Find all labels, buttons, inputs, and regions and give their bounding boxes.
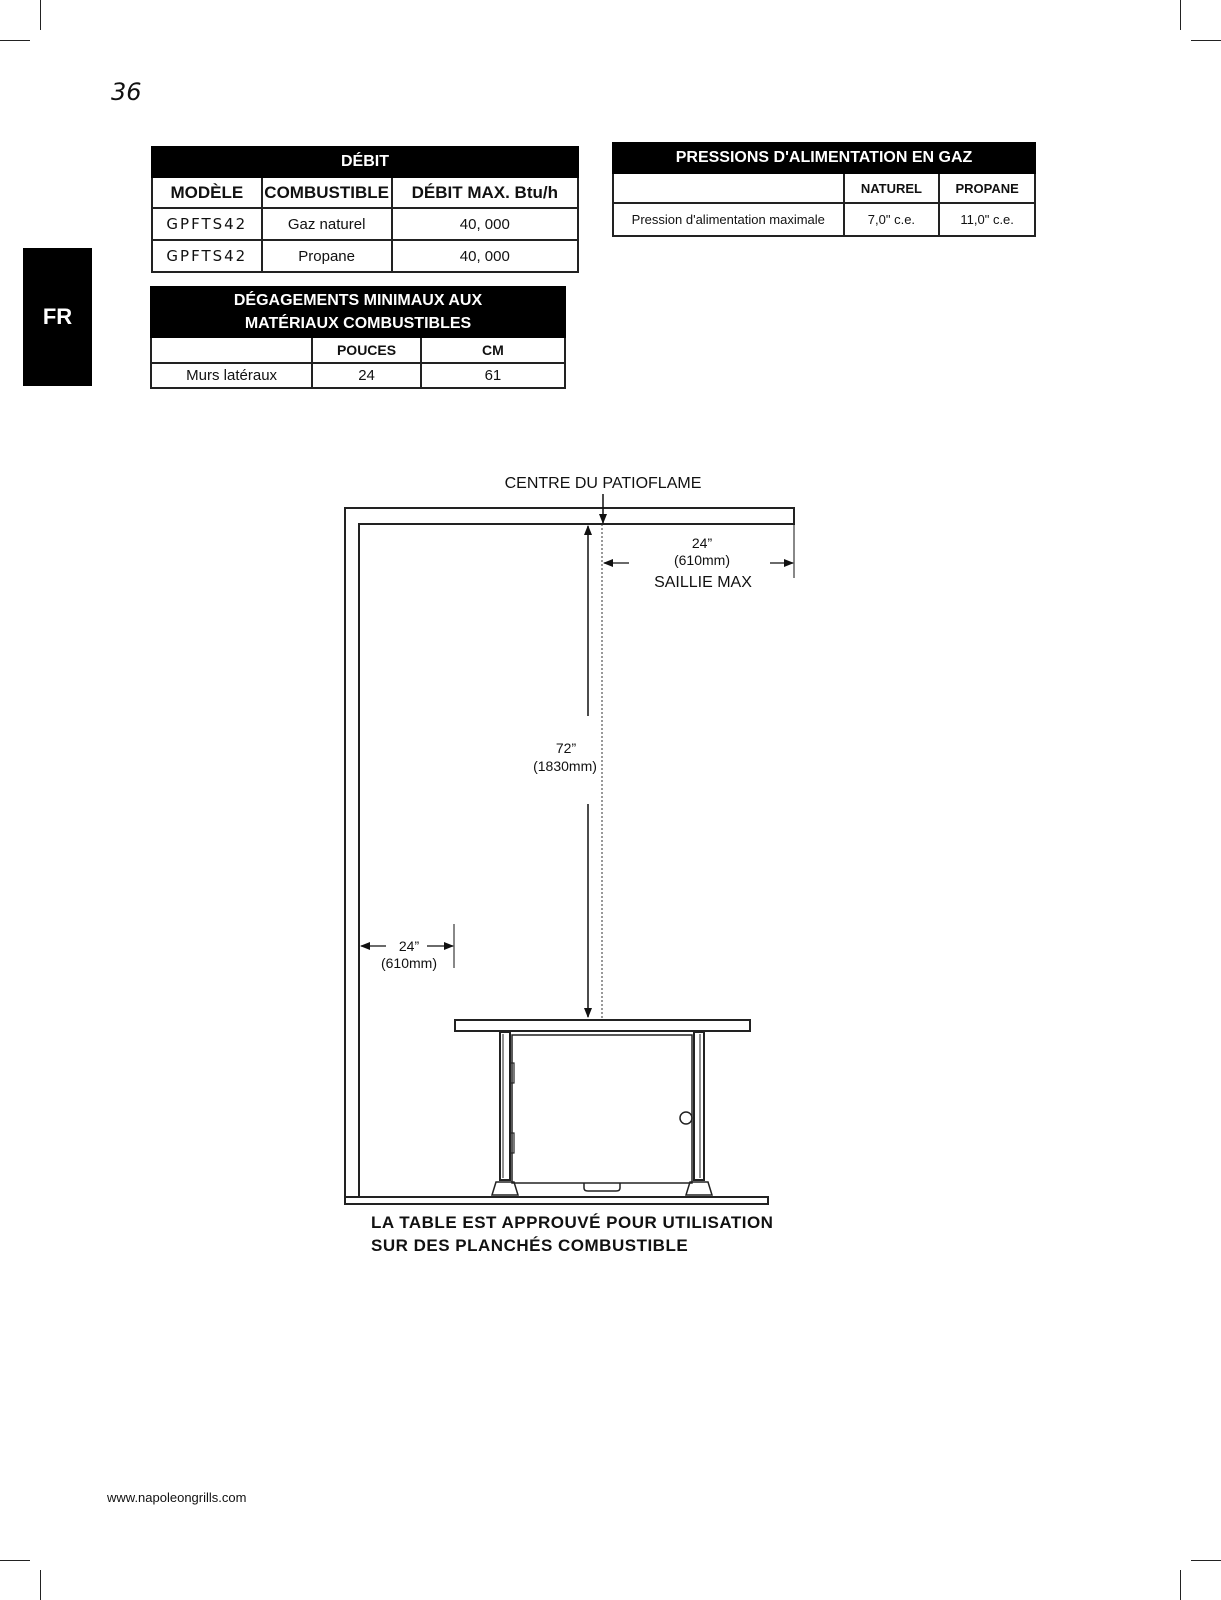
- clearance-title-line1: DÉGAGEMENTS MINIMAUX AUX: [233, 292, 483, 309]
- column-header: COMBUSTIBLE: [262, 177, 392, 208]
- language-tab: FR: [23, 248, 92, 386]
- side-mm: (610mm): [380, 955, 438, 971]
- btu-cell: 40, 000: [392, 240, 578, 272]
- propane-pressure-cell: 11,0" c.e.: [939, 203, 1035, 236]
- height-inches: 72”: [555, 740, 577, 756]
- btu-cell: 40, 000: [392, 208, 578, 240]
- row-label: Murs latéraux: [151, 363, 312, 388]
- floor: [345, 1197, 768, 1204]
- page-number: 36: [111, 78, 142, 106]
- fuel-cell: Propane: [262, 240, 392, 272]
- clearance-title-line2: MATÉRIAUX COMBUSTIBLES: [244, 315, 472, 332]
- height-mm: (1830mm): [533, 758, 597, 774]
- model-cell: GPFTS42: [152, 240, 262, 272]
- column-header: POUCES: [312, 337, 421, 363]
- cm-cell: 61: [421, 363, 565, 388]
- inches-cell: 24: [312, 363, 421, 388]
- footer-url[interactable]: www.napoleongrills.com: [107, 1490, 247, 1505]
- row-label: Pression d'alimentation maximale: [613, 203, 844, 236]
- model-cell: GPFTS42: [152, 208, 262, 240]
- enclosure-outline: [345, 508, 794, 1197]
- overhang-inches: 24”: [691, 535, 713, 551]
- column-header: NATUREL: [844, 173, 940, 203]
- center-label: CENTRE DU PATIOFLAME: [504, 475, 702, 492]
- natural-pressure-cell: 7,0" c.e.: [844, 203, 940, 236]
- debit-table-title: DÉBIT: [152, 147, 578, 177]
- fire-table-icon: [455, 1020, 750, 1195]
- note-line-1: LA TABLE EST APPROUVÉ POUR UTILISATION: [371, 1213, 774, 1232]
- column-header: DÉBIT MAX. Btu/h: [392, 177, 578, 208]
- column-header: MODÈLE: [152, 177, 262, 208]
- overhang-mm: (610mm): [673, 552, 731, 568]
- pressure-table-title: PRESSIONS D'ALIMENTATION EN GAZ: [613, 143, 1035, 173]
- note-line-2: SUR DES PLANCHÉS COMBUSTIBLE: [371, 1236, 689, 1255]
- overhang-label: SAILLIE MAX: [654, 574, 752, 591]
- column-header: CM: [421, 337, 565, 363]
- fuel-cell: Gaz naturel: [262, 208, 392, 240]
- side-inches: 24”: [398, 938, 420, 954]
- column-header: PROPANE: [939, 173, 1035, 203]
